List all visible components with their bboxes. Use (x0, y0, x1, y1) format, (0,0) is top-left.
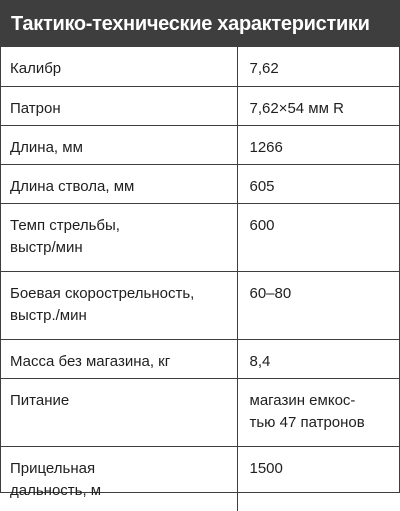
table-row (1, 164, 399, 203)
value-cell (237, 271, 399, 339)
table-row (1, 47, 399, 86)
param-label-line: дальность, м (10, 481, 102, 499)
value-cell (237, 164, 399, 203)
param-value-line: тью 47 патронов (249, 413, 365, 431)
param-label: Патрон (10, 99, 61, 117)
param-label: Масса без магазина, кг (10, 352, 171, 370)
param-value-line: магазин емкос- (249, 391, 356, 409)
table-row (1, 86, 399, 125)
param-label-line: Прицельная (10, 459, 96, 477)
value-cell (237, 86, 399, 125)
specs-table (1, 47, 399, 511)
table-row (1, 125, 399, 164)
param-label: Длина ствола, мм (10, 177, 135, 195)
param-cell (1, 164, 237, 203)
param-cell (1, 378, 237, 446)
param-cell (1, 47, 237, 86)
param-label: Длина, мм (10, 138, 83, 156)
value-cell (237, 339, 399, 378)
table-row (1, 203, 399, 271)
param-label-line: выстр./мин (10, 306, 87, 324)
value-cell (237, 378, 399, 446)
param-cell (1, 86, 237, 125)
param-cell (1, 339, 237, 378)
param-cell (1, 446, 237, 511)
param-value: 7,62 (249, 60, 279, 77)
param-cell (1, 125, 237, 164)
param-value: 8,4 (249, 352, 271, 370)
table-row (1, 271, 399, 339)
param-value: 7,62×54 мм R (249, 99, 344, 117)
param-label-line: Темп стрельбы, (10, 216, 120, 234)
param-label: Калибр (10, 60, 62, 77)
value-cell (237, 446, 399, 511)
param-label-line: Боевая скорострельность, (10, 284, 195, 302)
param-label-line: выстр/мин (10, 238, 83, 256)
param-value: 600 (249, 216, 275, 234)
table-row (1, 339, 399, 378)
param-value: 60–80 (249, 284, 292, 302)
value-cell (237, 203, 399, 271)
specs-title: Тактико-технические характеристики (1, 1, 399, 47)
param-cell (1, 271, 237, 339)
param-value: 1500 (249, 459, 283, 477)
table-row (1, 446, 399, 511)
param-value: 1266 (249, 138, 283, 156)
param-value: 605 (249, 177, 275, 195)
table-row (1, 378, 399, 446)
param-cell (1, 203, 237, 271)
param-label: Питание (10, 391, 70, 409)
value-cell (237, 47, 399, 86)
value-cell (237, 125, 399, 164)
